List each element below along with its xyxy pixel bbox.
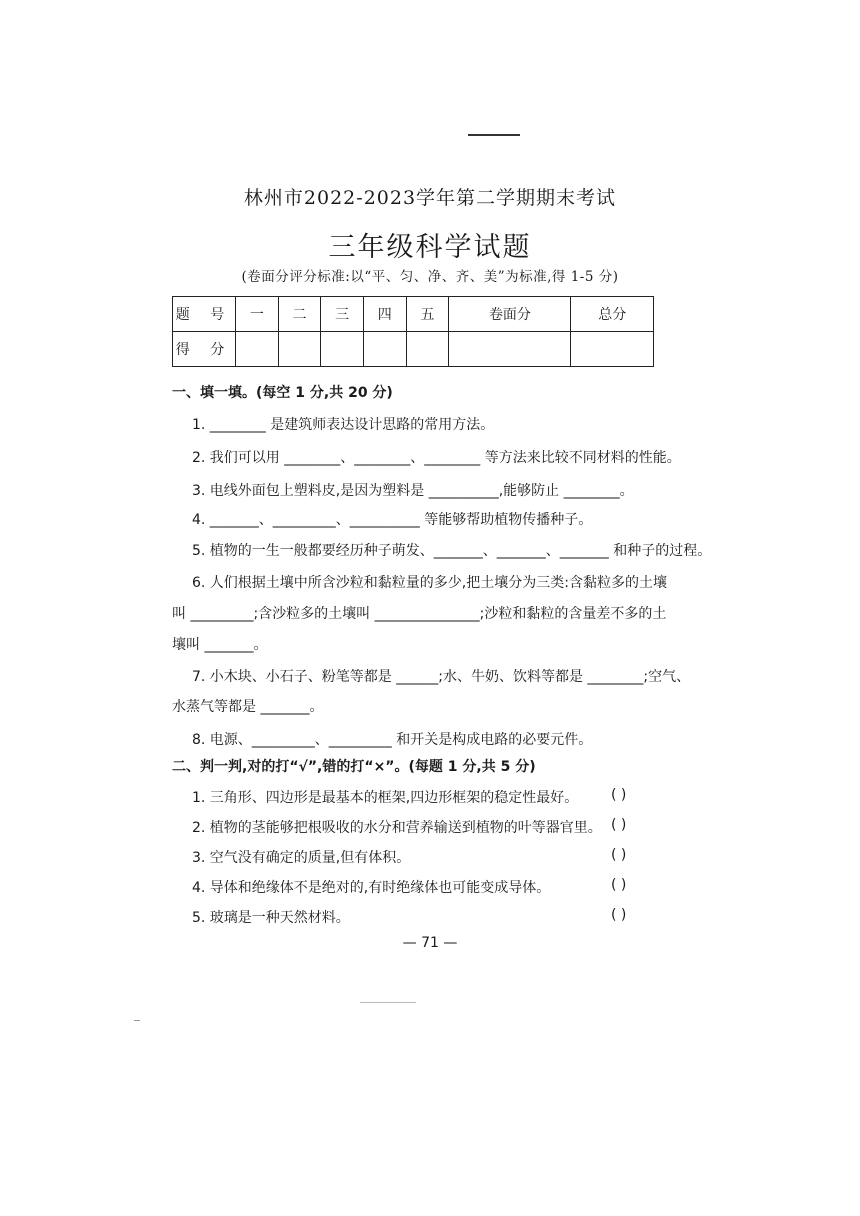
answer-bracket-4[interactable]: ( ): [611, 877, 627, 893]
judge-question-3: 3. 空气没有确定的质量,但有体积。: [192, 850, 411, 866]
score-table-score-label: 得 分: [173, 332, 236, 367]
fill-question-7-line2: 水蒸气等都是 _______。: [172, 699, 324, 715]
judge-question-4: 4. 导体和绝缘体不是绝对的,有时绝缘体也可能变成导体。: [192, 880, 551, 896]
fill-question-2: 2. 我们可以用 ________、________、________ 等方法来比较不同材料的性能。: [192, 450, 681, 466]
score-table-col-total: 总分: [571, 297, 654, 332]
score-table-col-3: 三: [321, 297, 364, 332]
score-cell-1[interactable]: [236, 332, 279, 367]
fill-question-1: 1. ________ 是建筑师表达设计思路的常用方法。: [192, 417, 495, 433]
score-table: [172, 296, 654, 367]
footer-rule: [360, 1002, 416, 1003]
score-cell-4[interactable]: [363, 332, 406, 367]
fill-question-8: 8. 电源、_________、_________ 和开关是构成电路的必要元件。: [192, 732, 593, 748]
section2-heading: 二、判一判,对的打“√”,错的打“×”。(每题 1 分,共 5 分): [172, 759, 536, 775]
score-table-col-presentation: 卷面分: [449, 297, 571, 332]
page-number: — 71 —: [402, 935, 458, 951]
fill-question-7-line1: 7. 小木块、小石子、粉笔等都是 ______;水、牛奶、饮料等都是 ________;空气、: [192, 669, 691, 685]
score-table-col-1: 一: [236, 297, 279, 332]
score-cell-2[interactable]: [278, 332, 321, 367]
scan-mark: [134, 1020, 140, 1021]
exam-name: 林州市2022-2023学年第二学期期末考试: [243, 187, 617, 209]
fill-question-3: 3. 电线外面包上塑料皮,是因为塑料是 __________,能够防止 ________。: [192, 483, 634, 499]
score-table-header-row: [173, 297, 654, 332]
section1-heading: 一、填一填。(每空 1 分,共 20 分): [172, 385, 393, 401]
score-table-col-5: 五: [406, 297, 449, 332]
fill-question-6-line2: 叫 _________;含沙粒多的土壤叫 _______________;沙粒和黏粒的含量差不多的土: [172, 606, 667, 622]
score-table-header-label: 题 号: [173, 297, 236, 332]
answer-bracket-2[interactable]: ( ): [611, 817, 627, 833]
fill-question-6-line1: 6. 人们根据土壤中所含沙粒和黏粒量的多少,把土壤分为三类:含黏粒多的土壤: [192, 575, 667, 591]
header-rule-right: [502, 134, 520, 136]
score-cell-5[interactable]: [406, 332, 449, 367]
scoring-note: (卷面分评分标准:以“平、匀、净、齐、美”为标准,得 1-5 分): [241, 269, 619, 285]
score-table-col-2: 二: [278, 297, 321, 332]
answer-bracket-3[interactable]: ( ): [611, 847, 627, 863]
fill-question-6-line3: 壤叫 _______。: [172, 637, 268, 653]
judge-question-1: 1. 三角形、四边形是最基本的框架,四边形框架的稳定性最好。: [192, 790, 579, 806]
score-table-col-4: 四: [363, 297, 406, 332]
answer-bracket-1[interactable]: ( ): [611, 787, 627, 803]
answer-bracket-5[interactable]: ( ): [611, 907, 627, 923]
judge-question-5: 5. 玻璃是一种天然材料。: [192, 910, 350, 926]
judge-question-2: 2. 植物的茎能够把根吸收的水分和营养输送到植物的叶等器官里。: [192, 820, 602, 836]
fill-question-5: 5. 植物的一生一般都要经历种子萌发、_______、_______、_______ 和种子的过程。: [192, 543, 712, 559]
paper-title: 三年级科学试题: [328, 232, 532, 263]
score-table-score-row: [173, 332, 654, 367]
score-cell-3[interactable]: [321, 332, 364, 367]
score-cell-presentation[interactable]: [449, 332, 571, 367]
score-cell-total[interactable]: [571, 332, 654, 367]
fill-question-4: 4. _______、_________、__________ 等能够帮助植物传播种子。: [192, 512, 593, 528]
